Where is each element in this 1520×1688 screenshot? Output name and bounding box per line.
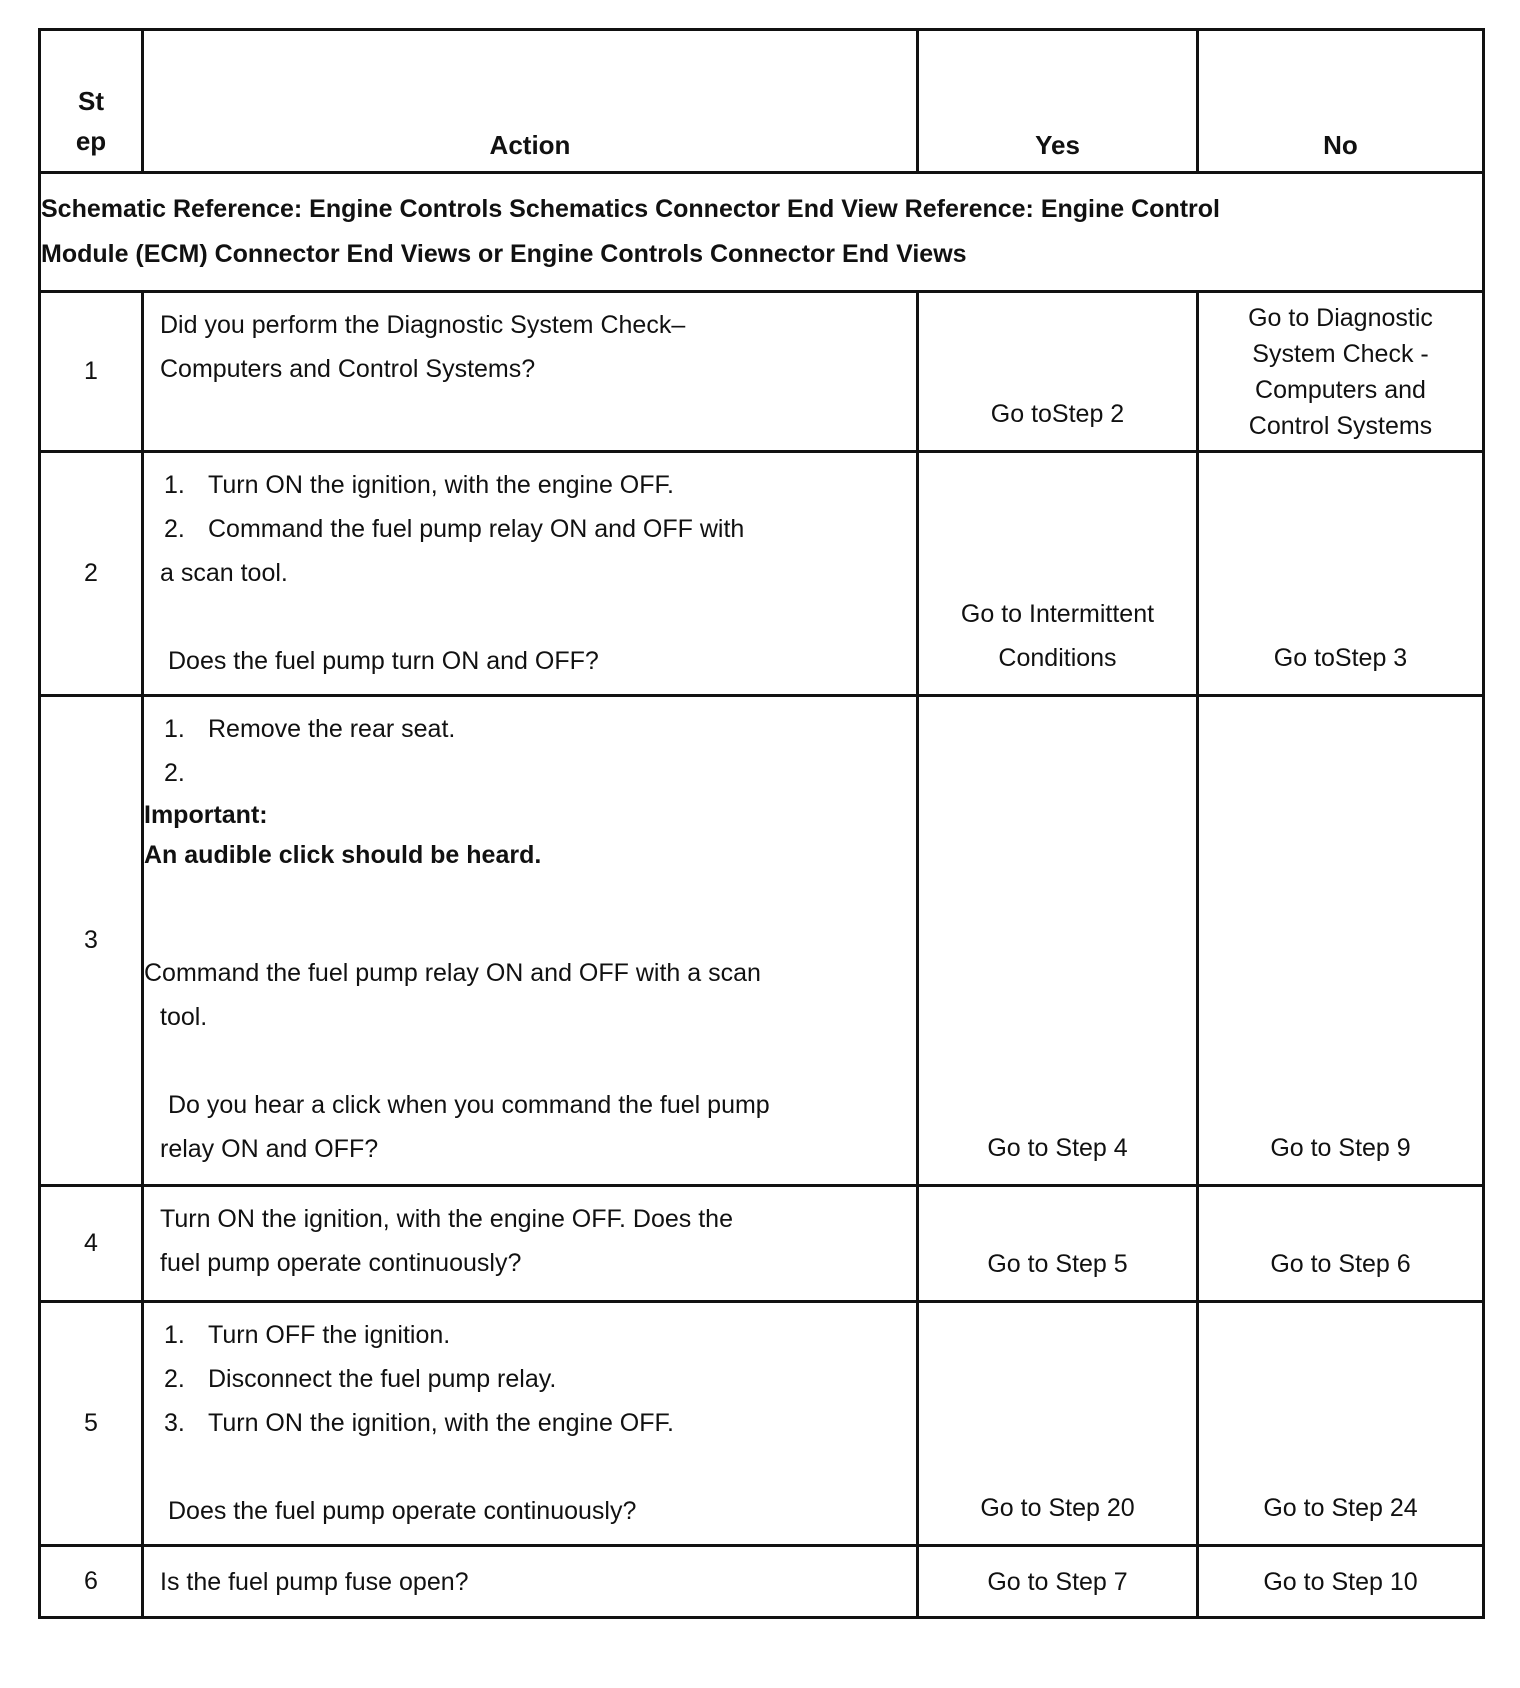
reference-line-1: Schematic Reference: Engine Controls Schematics Connector End View Reference: Engine Control [41, 195, 1220, 223]
table-row [40, 292, 1484, 452]
action-line: Did you perform the Diagnostic System Check– [160, 311, 686, 339]
step-number: 6 [40, 1546, 143, 1618]
no-cell [1198, 696, 1484, 1186]
table-row [40, 1546, 1484, 1618]
yes-result: Go to Step 5 [987, 1250, 1128, 1278]
list-item: 2. Disconnect the fuel pump relay. [164, 1365, 557, 1393]
action-line: Computers and Control Systems? [160, 355, 536, 383]
step-header-line-1: St [78, 86, 104, 116]
important-label: Important: [144, 801, 268, 829]
action-list [160, 463, 906, 551]
action-command-continuation: tool. [160, 1003, 208, 1031]
table-header-row [40, 30, 1484, 173]
no-cell [1198, 1546, 1484, 1618]
no-result-line: Control Systems [1248, 412, 1433, 440]
action-cell [143, 292, 918, 452]
action-question-continuation: relay ON and OFF? [160, 1135, 379, 1163]
no-cell [1198, 292, 1484, 452]
yes-result-line: Conditions [998, 644, 1117, 672]
no-result-line: Computers and [1255, 376, 1426, 404]
action-line: Is the fuel pump fuse open? [160, 1567, 469, 1596]
action-list [160, 707, 906, 795]
action-cell [143, 1186, 918, 1302]
no-result-line: Go to Diagnostic [1248, 304, 1433, 332]
no-result-line: System Check - [1252, 340, 1429, 368]
action-cell [143, 696, 918, 1186]
important-note: An audible click should be heard. [144, 841, 542, 869]
list-item: 3. Turn ON the ignition, with the engine OFF. [164, 1409, 674, 1437]
step-number: 2 [40, 452, 143, 696]
yes-column-header: Yes [918, 30, 1198, 173]
yes-cell [918, 1546, 1198, 1618]
action-question: Do you hear a click when you command the fuel pump [168, 1091, 770, 1119]
no-result: Go toStep 3 [1273, 644, 1408, 672]
list-item: 1. Turn OFF the ignition. [164, 1321, 451, 1349]
no-cell [1198, 1302, 1484, 1546]
yes-result: Go to Step 4 [987, 1134, 1128, 1162]
table-row [40, 1302, 1484, 1546]
step-number: 1 [40, 292, 143, 452]
action-cell [143, 452, 918, 696]
action-line: Turn ON the ignition, with the engine OFF. Does the [160, 1205, 733, 1233]
list-item: 2. [164, 759, 185, 787]
action-list [160, 1313, 906, 1445]
step-number: 3 [40, 696, 143, 1186]
step-column-header [40, 30, 143, 173]
reference-row [40, 173, 1484, 292]
yes-result: Go toStep 2 [990, 400, 1125, 428]
action-question: Does the fuel pump turn ON and OFF? [168, 647, 599, 675]
table-row [40, 696, 1484, 1186]
no-result: Go to Step 24 [1263, 1494, 1418, 1522]
action-command: Command the fuel pump relay ON and OFF with a scan [144, 959, 761, 987]
step-number: 5 [40, 1302, 143, 1546]
yes-cell [918, 452, 1198, 696]
schematic-reference [40, 173, 1484, 292]
step-number: 4 [40, 1186, 143, 1302]
yes-result: Go to Step 7 [987, 1567, 1128, 1596]
no-result: Go to Step 6 [1270, 1250, 1411, 1278]
step-header-line-2: ep [75, 126, 107, 156]
action-question: Does the fuel pump operate continuously? [168, 1497, 637, 1525]
no-cell [1198, 1186, 1484, 1302]
yes-cell [918, 292, 1198, 452]
reference-line-2: Module (ECM) Connector End Views or Engine Controls Connector End Views [41, 240, 967, 268]
yes-result-line: Go to Intermittent [960, 600, 1155, 628]
list-item: 1. Turn ON the ignition, with the engine OFF. [164, 471, 674, 499]
action-line: fuel pump operate continuously? [160, 1249, 522, 1277]
no-result: Go to Step 9 [1270, 1134, 1411, 1162]
yes-result: Go to Step 20 [980, 1494, 1135, 1522]
action-cell [143, 1546, 918, 1618]
diagnostic-table-sheet [38, 28, 1482, 1619]
action-continuation: a scan tool. [160, 559, 288, 587]
yes-cell [918, 1186, 1198, 1302]
yes-cell [918, 1302, 1198, 1546]
list-item: 2. Command the fuel pump relay ON and OFF with [164, 515, 745, 543]
table-row [40, 1186, 1484, 1302]
no-column-header: No [1198, 30, 1484, 173]
action-column-header: Action [143, 30, 918, 173]
no-cell [1198, 452, 1484, 696]
diagnostic-table [38, 28, 1485, 1619]
no-result: Go to Step 10 [1263, 1567, 1418, 1596]
action-cell [143, 1302, 918, 1546]
yes-cell [918, 696, 1198, 1186]
list-item: 1. Remove the rear seat. [164, 715, 456, 743]
table-row [40, 452, 1484, 696]
